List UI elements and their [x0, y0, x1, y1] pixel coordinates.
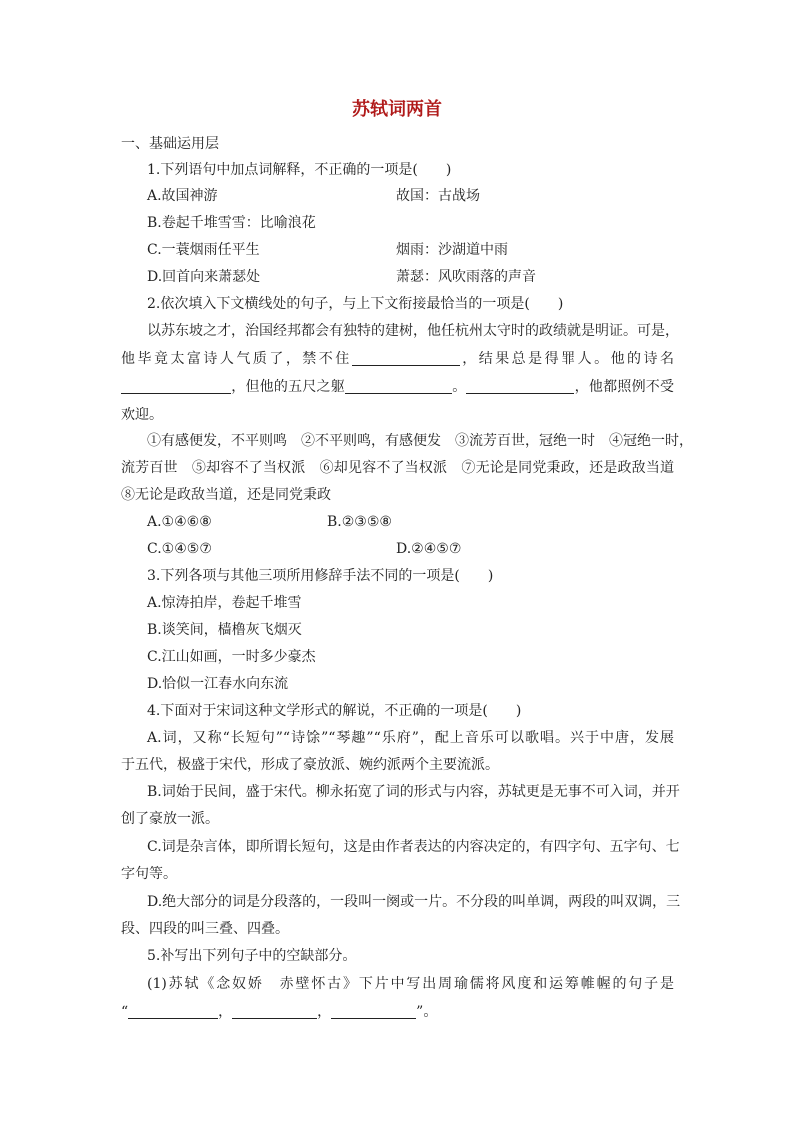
- q4-option-c-line-1: C.词是杂言体，即所谓长短句，这是由作者表达的内容决定的，有四字句、五字句、七: [147, 839, 680, 855]
- close-quote: ”。: [416, 1004, 438, 1020]
- q3-option-b: B.谈笑间，樯橹灰飞烟灭: [147, 622, 302, 638]
- q5-item-1-blanks: [121, 999, 437, 1026]
- q2-passage-line-1: 以苏东坡之才，治国经邦都会有独特的建树，他任杭州太守时的政绩就是明证。可是，: [147, 323, 679, 339]
- question-2-stem: 2.依次填入下文横线处的句子，与上下文衔接最恰当的一项是( ): [147, 296, 564, 312]
- open-quote: “: [121, 1004, 129, 1020]
- q3-option-d: D.恰似一江春水向东流: [147, 676, 289, 692]
- fill-blank-3[interactable]: [345, 377, 452, 394]
- q3-option-c: C.江山如画，一时多少豪杰: [147, 649, 316, 665]
- q2-sentences-line-3: ⑧无论是政敌当道，还是同党秉政: [121, 487, 331, 503]
- q1-option-c: C.一蓑烟雨任平生: [147, 242, 260, 258]
- section-heading: 一、基础运用层: [121, 136, 219, 152]
- q1-option-a: A.故国神游: [147, 188, 218, 204]
- passage-text: ，结果总是得罪人。他的诗名: [459, 351, 675, 367]
- q1-option-d-gloss: 萧瑟：风吹雨落的声音: [396, 269, 536, 285]
- passage-text: ，他都照例不受: [574, 379, 675, 395]
- q5-item-1: (1)苏轼《念奴娇 赤壁怀古》下片中写出周瑜儒将风度和运筹帷幄的句子是: [147, 976, 674, 992]
- q2-option-d: D.②④⑤⑦: [396, 541, 462, 557]
- fill-blank-4[interactable]: [466, 377, 574, 394]
- q4-option-b-line-1: B.词始于民间，盛于宋代。柳永拓宽了词的形式与内容，苏轼更是无事不可入词，并开: [147, 784, 680, 800]
- fill-blank-6[interactable]: [232, 1002, 317, 1019]
- q4-option-d-line-2: 段、四段的叫三叠、四叠。: [121, 921, 289, 937]
- q2-sentences-line-2: 流芳百世 ⑤却容不了当权派 ⑥却见容不了当权派 ⑦无论是同党秉政，还是政敌当道: [121, 460, 674, 476]
- q4-option-a-line-1: A.词，又称“长短句”“诗馀”“琴趣”“乐府”，配上音乐可以歌唱。兴于中唐，发展: [147, 730, 674, 746]
- passage-text: 。: [452, 379, 467, 395]
- q1-option-b: B.卷起千堆雪雪：比喻浪花: [147, 215, 316, 231]
- q4-option-b-line-2: 创了豪放一派。: [121, 811, 219, 827]
- fill-blank-5[interactable]: [128, 1002, 218, 1019]
- question-1-stem: 1.下列语句中加点词解释，不正确的一项是( ): [147, 162, 452, 178]
- comma: ，: [218, 1004, 233, 1020]
- q2-option-b: B.②③⑤⑧: [327, 514, 392, 530]
- q4-option-c-line-2: 字句等。: [121, 866, 177, 882]
- q1-option-d: D.回首向来萧瑟处: [147, 269, 261, 285]
- fill-blank-7[interactable]: [331, 1002, 416, 1019]
- q2-sentences-line-1: ①有感便发，不平则鸣 ②不平则鸣，有感便发 ③流芳百世，冠绝一时 ④冠绝一时，: [147, 433, 693, 449]
- q3-option-a: A.惊涛拍岸，卷起千堆雪: [147, 595, 302, 611]
- question-3-stem: 3.下列各项与其他三项所用修辞手法不同的一项是( ): [147, 568, 494, 584]
- fill-blank-1[interactable]: [352, 349, 460, 366]
- q1-option-a-gloss: 故国：古战场: [396, 188, 480, 204]
- q2-passage-line-2: [121, 346, 674, 373]
- page-title: 苏轼词两首: [352, 99, 442, 120]
- passage-text: 他毕竟太富诗人气质了，禁不住: [121, 351, 352, 367]
- fill-blank-2[interactable]: [121, 377, 231, 394]
- q4-option-a-line-2: 于五代，极盛于宋代，形成了豪放派、婉约派两个主要流派。: [121, 757, 499, 773]
- question-5-stem: 5.补写出下列句子中的空缺部分。: [147, 948, 357, 964]
- q2-option-a: A.①④⑥⑧: [147, 514, 212, 530]
- question-4-stem: 4.下面对于宋词这种文学形式的解说，不正确的一项是( ): [147, 703, 522, 719]
- q2-passage-line-3: [121, 374, 674, 401]
- q4-option-d-line-1: D.绝大部分的词是分段落的，一段叫一阕或一片。不分段的叫单调，两段的叫双调，三: [147, 894, 681, 910]
- q1-option-c-gloss: 烟雨：沙湖道中雨: [396, 242, 508, 258]
- passage-text: ，但他的五尺之躯: [231, 379, 345, 395]
- comma: ，: [317, 1004, 332, 1020]
- q2-option-c: C.①④⑤⑦: [147, 541, 212, 557]
- q2-passage-line-4: 欢迎。: [121, 407, 163, 423]
